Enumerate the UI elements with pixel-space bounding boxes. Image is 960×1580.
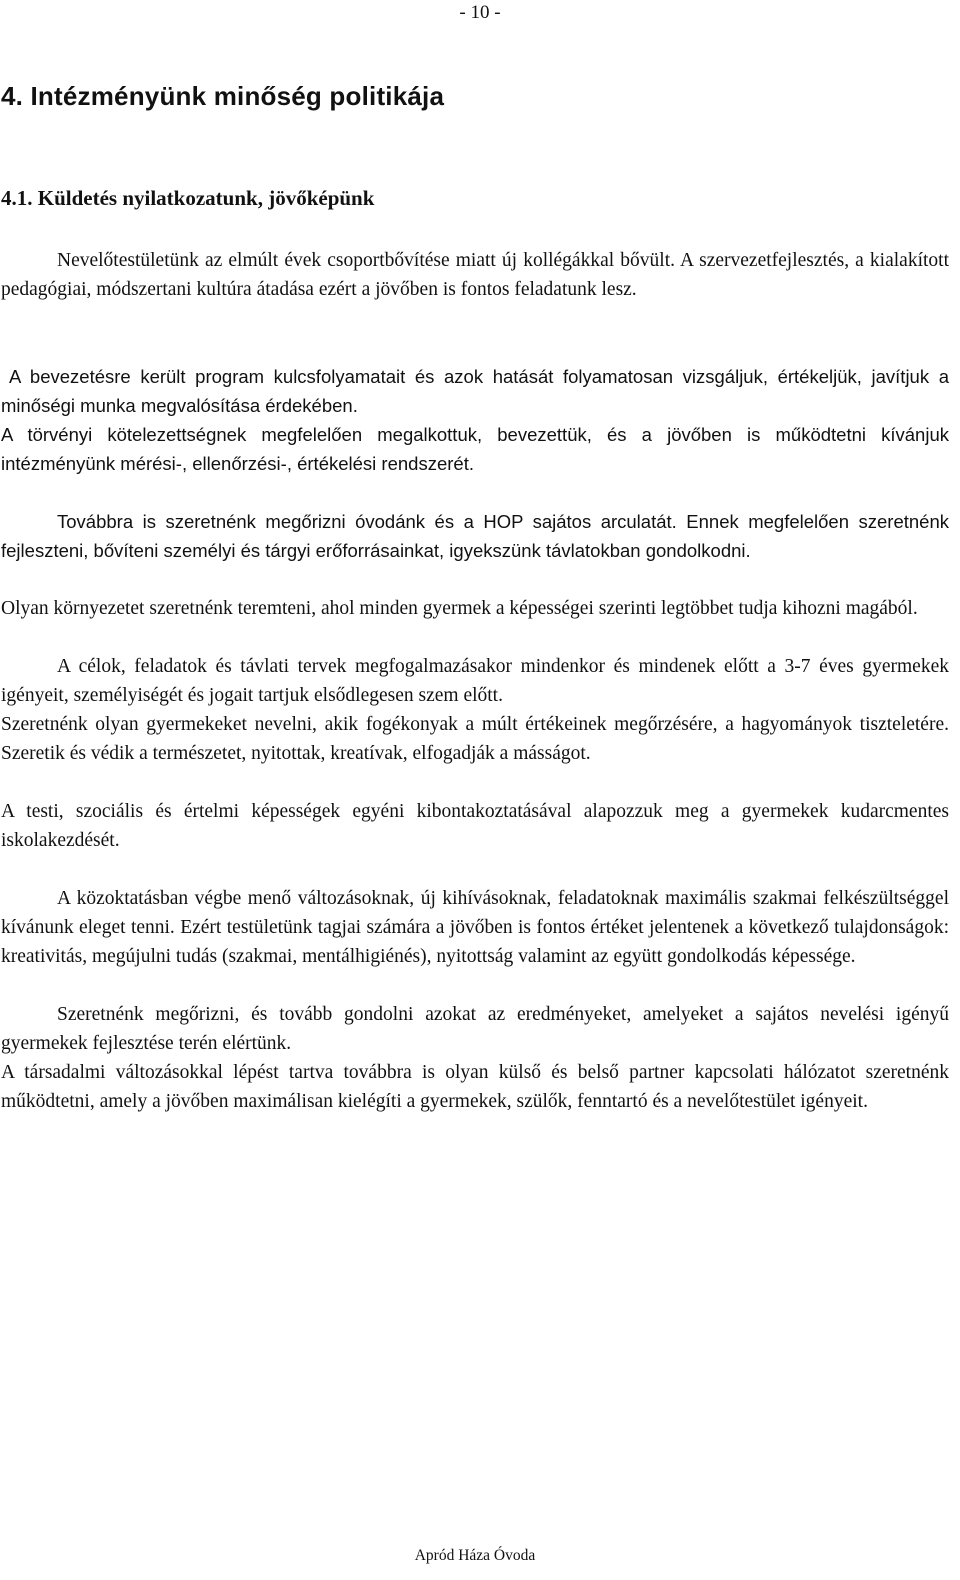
paragraph: A célok, feladatok és távlati tervek megfogalmazásakor mindenkor és mindenek előtt a 3-7 éves gyermekek igényeit, személyiségét és jogait tartjuk elsődlegesen szem előtt. — [1, 656, 949, 706]
page-number: - 10 - — [459, 2, 501, 23]
paragraph: A testi, szociális és értelmi képességek egyéni kibontakoztatásával alapozzuk meg a gyermekek kudarcmentes iskolakezdését. — [1, 801, 949, 851]
paragraph: A közoktatásban végbe menő változásoknak, új kihívásoknak, feladatoknak maximális szakmai felkészültséggel kívánunk eleget tenni. Ezért testületünk tagjai számára a jövőben is fontos értéket jelentenek a következő tulajdonságok: kreativitás, megújulni tudás (szakmai, mentálhigiénés), nyitottság valamint az együtt gondolkodás képessége. — [1, 888, 949, 967]
paragraph: Nevelőtestületünk az elmúlt évek csoportbővítése miatt új kollégákkal bővült. A szervezetfejlesztés, a kialakított pedagógiai, módszertani kultúra átadása ezért a jövőben is fontos feladatunk lesz. — [1, 250, 949, 300]
page-footer: Apród Háza Óvoda — [414, 1547, 536, 1564]
paragraph: A társadalmi változásokkal lépést tartva továbbra is olyan külső és belső partner kapcsolati hálózatot szeretnénk működtetni, amely a jövőben maximálisan kielégíti a gyermekek, szülők, fenntartó és a nevelőtestület igényeit. — [1, 1062, 949, 1112]
paragraph: A bevezetésre került program kulcsfolyamatait és azok hatását folyamatosan vizsgáljuk, értékeljük, javítjuk a minőségi munka megvalósítása érdekében. — [1, 366, 949, 416]
paragraph: A törvényi kötelezettségnek megfelelően megalkottuk, bevezettük, és a jövőben is működtetni kívánjuk intézményünk mérési-, ellenőrzési-, értékelési rendszerét. — [1, 424, 949, 474]
body-block-3 — [1, 594, 949, 1116]
paragraph: Továbbra is szeretnénk megőrizni óvodánk és a HOP sajátos arculatát. Ennek megfelelően szeretnénk fejleszteni, bővíteni személyi és tárgyi erőforrásainkat, igyekszünk távlatokban gondolkodni. — [1, 511, 949, 561]
paragraph: Olyan környezetet szeretnénk teremteni, ahol minden gyermek a képességei szerinti legtöbbet tudja kihozni magából. — [1, 598, 918, 619]
section-heading: 4. Intézményünk minőség politikája — [1, 81, 445, 111]
body-block-2 — [1, 362, 949, 565]
paragraph: Szeretnénk olyan gyermekeket nevelni, akik fogékonyak a múlt értékeinek megőrzésére, a hagyományok tiszteletére. Szeretik és védik a természetet, nyitottak, kreatívak, elfogadják a másságot. — [1, 714, 949, 764]
paragraph: Szeretnénk megőrizni, és tovább gondolni azokat az eredményeket, amelyeket a sajátos nevelési igényű gyermekek fejlesztése terén elértünk. — [1, 1004, 949, 1054]
body-block-1 — [1, 246, 949, 304]
subsection-heading: 4.1. Küldetés nyilatkozatunk, jövőképünk — [1, 186, 375, 210]
